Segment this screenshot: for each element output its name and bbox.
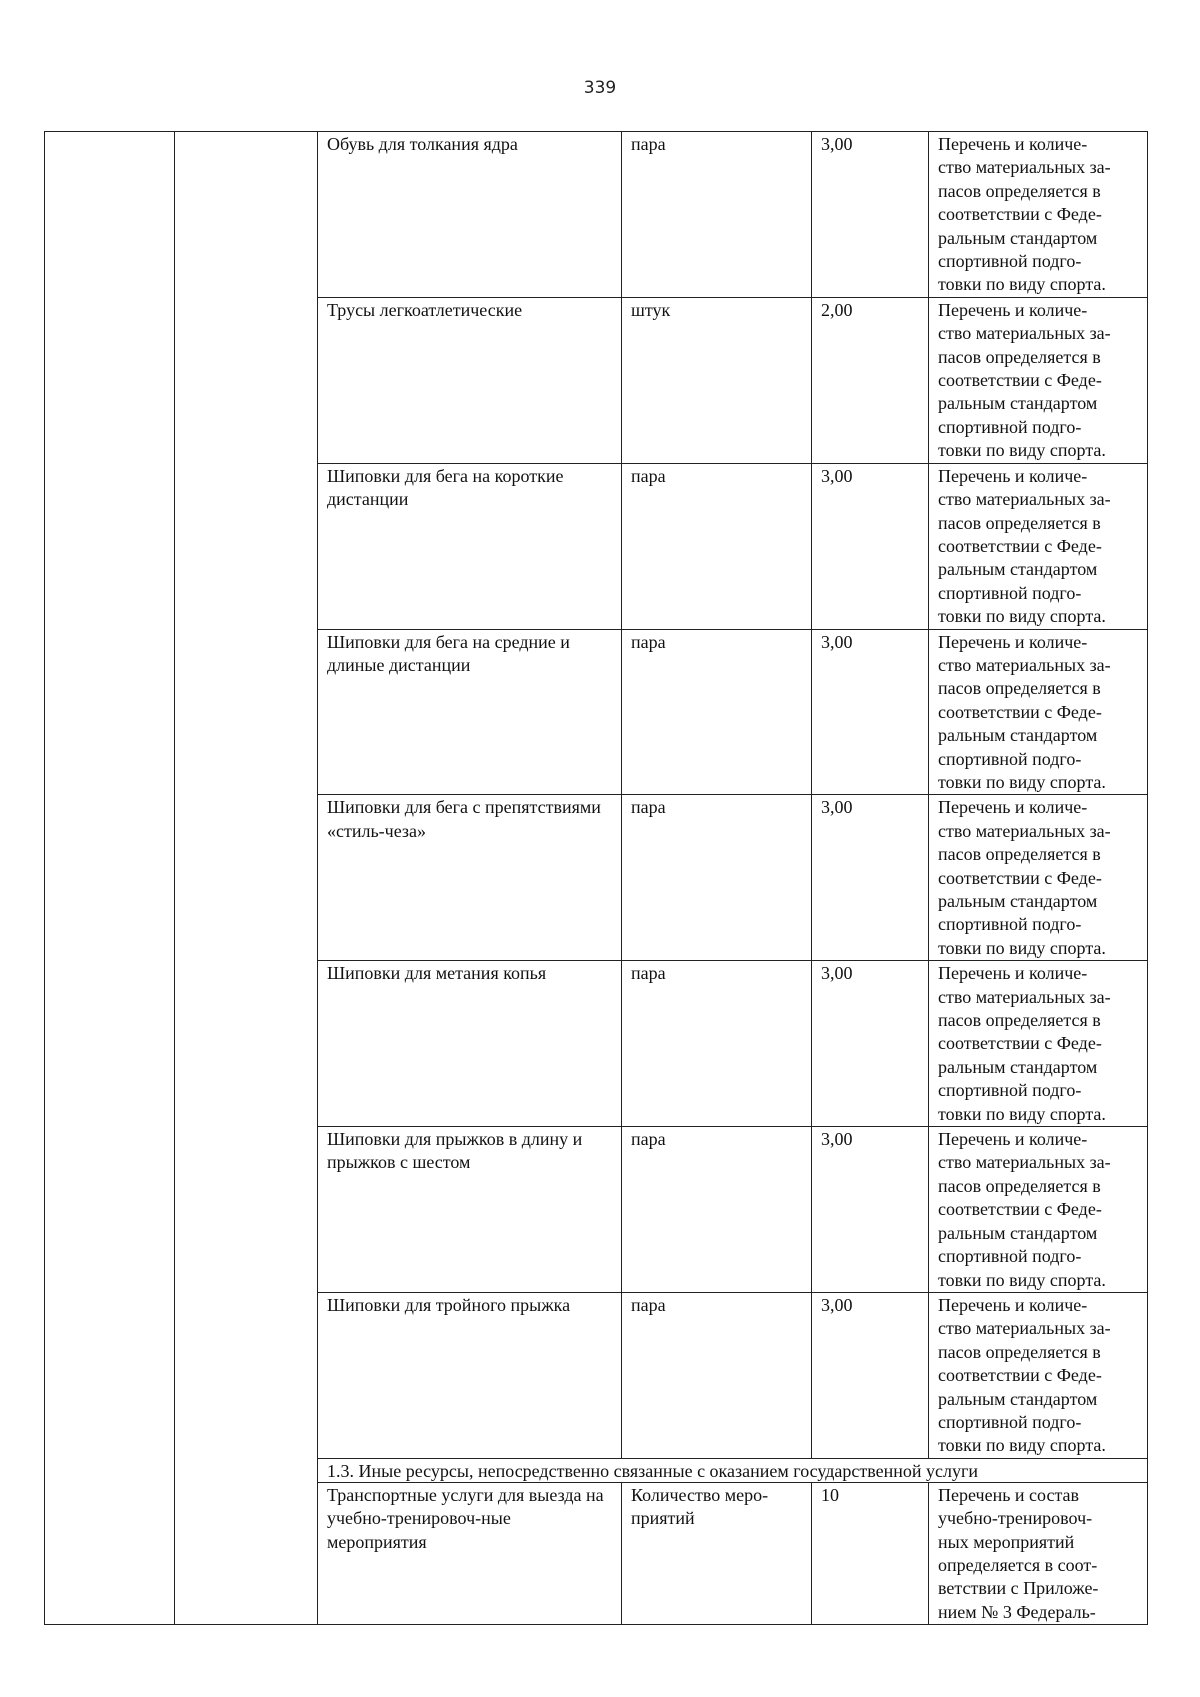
item-name: Шиповки для бега на короткие дистанции [318, 463, 622, 629]
item-note: Перечень и количе- ство материальных за- пасов определяется в соответствии с Феде- ральным стандартом спортивной подго- товки по виду спорта. [929, 795, 1148, 961]
item-unit: пара [622, 463, 812, 629]
item-unit: пара [622, 1127, 812, 1293]
item-unit: пара [622, 132, 812, 298]
item-name: Трусы легкоатлетические [318, 297, 622, 463]
item-quantity: 3,00 [812, 463, 929, 629]
item-note: Перечень и количе- ство материальных за- пасов определяется в соответствии с Феде- ральным стандартом спортивной подго- товки по виду спорта. [929, 463, 1148, 629]
empty-column-1 [45, 132, 175, 1625]
item-quantity: 2,00 [812, 297, 929, 463]
item-unit: пара [622, 629, 812, 795]
item-name: Шиповки для бега с препятствиями «стиль-чеза» [318, 795, 622, 961]
item-quantity: 3,00 [812, 1292, 929, 1458]
item-note: Перечень и количе- ство материальных за- пасов определяется в соответствии с Феде- ральным стандартом спортивной подго- товки по виду спорта. [929, 132, 1148, 298]
item-quantity: 10 [812, 1482, 929, 1624]
item-quantity: 3,00 [812, 629, 929, 795]
item-quantity: 3,00 [812, 961, 929, 1127]
resources-table [44, 131, 1148, 1625]
item-name: Шиповки для бега на средние и длиные дистанции [318, 629, 622, 795]
item-name: Шиповки для метания копья [318, 961, 622, 1127]
table-row [45, 132, 1148, 298]
item-name: Шиповки для тройного прыжка [318, 1292, 622, 1458]
item-name: Транспортные услуги для выезда на учебно-тренировоч-ные мероприятия [318, 1482, 622, 1624]
item-note: Перечень и количе- ство материальных за- пасов определяется в соответствии с Феде- ральным стандартом спортивной подго- товки по виду спорта. [929, 961, 1148, 1127]
item-unit: пара [622, 795, 812, 961]
item-note: Перечень и количе- ство материальных за- пасов определяется в соответствии с Феде- ральным стандартом спортивной подго- товки по виду спорта. [929, 1292, 1148, 1458]
empty-column-2 [175, 132, 318, 1625]
item-quantity: 3,00 [812, 132, 929, 298]
item-note: Перечень и количе- ство материальных за- пасов определяется в соответствии с Феде- ральным стандартом спортивной подго- товки по виду спорта. [929, 629, 1148, 795]
item-unit: Количество меро-приятий [622, 1482, 812, 1624]
section-heading: 1.3. Иные ресурсы, непосредственно связанные с оказанием государственной услуги [318, 1458, 1148, 1482]
item-note: Перечень и количе- ство материальных за- пасов определяется в соответствии с Феде- ральным стандартом спортивной подго- товки по виду спорта. [929, 1127, 1148, 1293]
item-note: Перечень и количе- ство материальных за- пасов определяется в соответствии с Феде- ральным стандартом спортивной подго- товки по виду спорта. [929, 297, 1148, 463]
item-unit: пара [622, 1292, 812, 1458]
item-quantity: 3,00 [812, 795, 929, 961]
item-unit: пара [622, 961, 812, 1127]
page-number: 339 [583, 78, 617, 98]
item-note: Перечень и состав учебно-тренировоч- ных мероприятий определяется в соот- ветствии с Приложе- нием № 3 Федераль- [929, 1482, 1148, 1624]
item-name: Обувь для толкания ядра [318, 132, 622, 298]
item-unit: штук [622, 297, 812, 463]
item-quantity: 3,00 [812, 1127, 929, 1293]
item-name: Шиповки для прыжков в длину и прыжков с шестом [318, 1127, 622, 1293]
